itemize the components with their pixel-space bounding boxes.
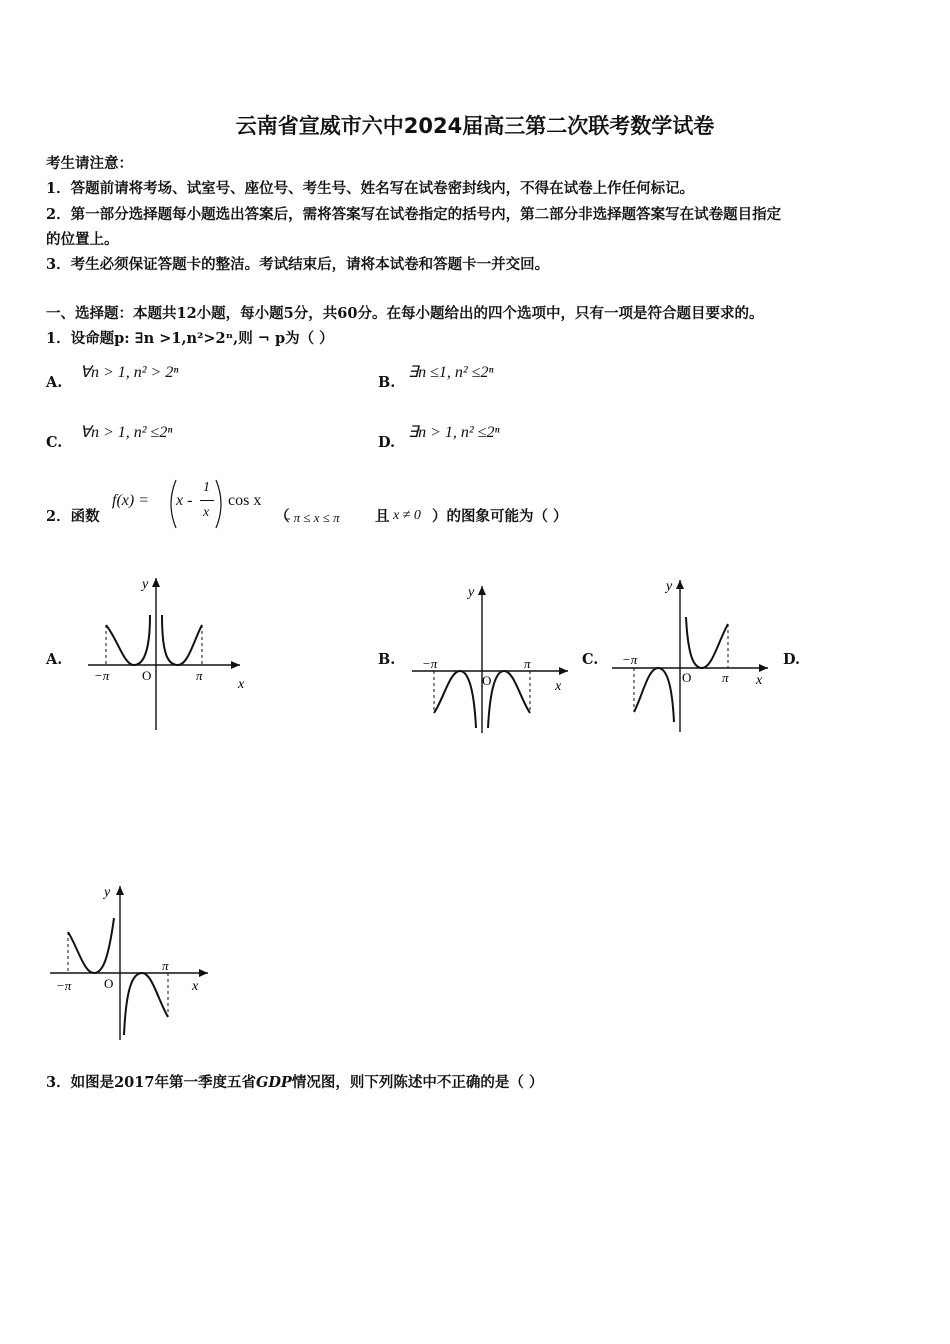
q2-cond-open: （ — [275, 508, 290, 525]
q1-option-c-text: ∀n > 1, n² ≤2ⁿ — [80, 424, 173, 441]
q2-graph-d — [46, 880, 216, 1045]
notice-item-2b: 的位置上。 — [46, 231, 119, 248]
graph-a-y-label: y — [142, 577, 149, 592]
q2-and: 且 — [375, 508, 390, 525]
q2-fx: f(x) = — [112, 492, 149, 509]
q3-rest: 情况图，则下列陈述中不正确的是（ ） — [291, 1074, 544, 1091]
q2-option-b-label: B. — [378, 651, 396, 668]
q2-option-a-label: A. — [46, 651, 63, 668]
q1-option-a-label: A. — [46, 374, 63, 391]
section-heading: 一、选择题：本题共12小题，每小题5分，共60分。在每小题给出的四个选项中，只有一项是符合题目要求的。 — [46, 305, 764, 322]
q2-frac-den: x — [203, 505, 210, 520]
notice-item-1: 1．答题前请将考场、试室号、座位号、考生号、姓名写在试卷密封线内，不得在试卷上作任何标记。 — [46, 180, 695, 197]
graph-d-neg-pi: −π — [56, 978, 72, 993]
q2-frac-num: 1 — [203, 480, 210, 495]
q1-option-d-text: ∃n > 1, n² ≤2ⁿ — [408, 424, 500, 441]
graph-c-origin: O — [682, 670, 692, 685]
q3-stem: 3．如图是2017年第一季度五省 — [46, 1074, 256, 1091]
graph-c-neg-pi: −π — [622, 652, 638, 667]
q3-gdp: GDP — [255, 1074, 292, 1091]
graph-d-x-label: x — [192, 979, 199, 994]
q2-cos: cos x — [228, 492, 262, 509]
notice-heading: 考生请注意： — [46, 155, 133, 172]
graph-b-pi: π — [524, 656, 531, 671]
graph-b-origin: O — [482, 673, 492, 688]
q2-cond: - π ≤ x ≤ π — [286, 510, 340, 525]
q2-suffix: ）的图象可能为（ ） — [432, 508, 568, 525]
graph-d-origin: O — [104, 976, 114, 991]
q1-option-b-label: B. — [378, 374, 396, 391]
graph-a-neg-pi: −π — [94, 668, 110, 683]
graph-b-neg-pi: −π — [422, 656, 438, 671]
notice-item-2a: 2．第一部分选择题每小题选出答案后，需将答案写在试卷指定的括号内，第二部分非选择题答案写在试卷题目指定 — [46, 206, 782, 223]
graph-a-pi: π — [196, 668, 203, 683]
q3-stem-line — [46, 1071, 543, 1092]
notice-item-3: 3．考生必须保证答题卡的整洁。考试结束后，请将本试卷和答题卡一并交回。 — [46, 256, 550, 273]
q2-graph-a — [80, 570, 260, 735]
q2-cond2: x ≠ 0 — [393, 508, 421, 523]
graph-d-y-label: y — [104, 885, 111, 900]
q2-graph-c — [610, 572, 775, 737]
q1-stem: 1．设命题p: ∃n >1,n²>2ⁿ,则 ¬ p为（ ） — [46, 330, 334, 347]
graph-a-x-label: x — [238, 677, 245, 692]
q1-option-c-label: C. — [46, 434, 63, 451]
exam-title: 云南省宣威市六中2024届高三第二次联考数学试卷 — [235, 114, 715, 138]
graph-c-x-label: x — [756, 673, 763, 688]
graph-b-y-label: y — [468, 585, 475, 600]
q2-prefix: 2．函数 — [46, 508, 100, 525]
q1-option-d-label: D. — [378, 434, 396, 451]
q1-option-b-text: ∃n ≤1, n² ≤2ⁿ — [408, 364, 494, 381]
q2-x-minus: x - — [176, 492, 193, 509]
graph-d-pi: π — [162, 958, 169, 973]
graph-b-x-label: x — [555, 679, 562, 694]
q2-option-d-label: D. — [783, 651, 801, 668]
q2-option-c-label: C. — [582, 651, 599, 668]
q1-option-a-text: ∀n > 1, n² > 2ⁿ — [80, 364, 179, 381]
graph-c-y-label: y — [666, 579, 673, 594]
graph-c-pi: π — [722, 670, 729, 685]
q2-graph-b — [408, 578, 573, 738]
graph-a-origin: O — [142, 668, 152, 683]
